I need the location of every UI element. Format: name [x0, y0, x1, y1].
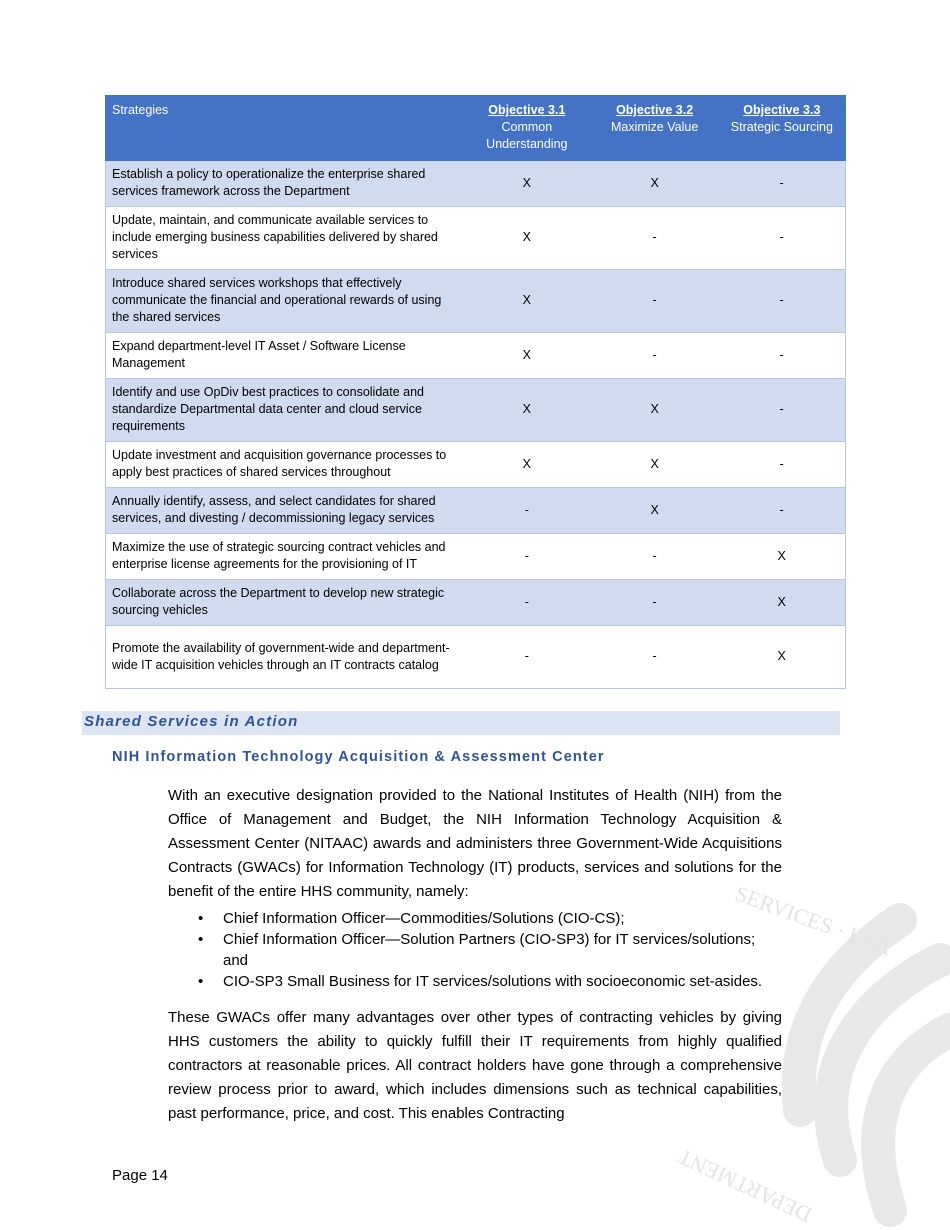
objective-3-1-title: Objective 3.1: [488, 103, 566, 117]
objective-3-3-mark: -: [718, 442, 845, 488]
objective-3-1-mark: X: [463, 161, 591, 207]
page-number: Page 14: [112, 1167, 168, 1184]
watermark-text-bottom: DEPARTMENT: [673, 1143, 816, 1228]
section-title: Shared Services in Action: [84, 713, 299, 730]
table-header-row: [106, 96, 846, 161]
strategy-cell: Update investment and acquisition governance processes to apply best practices of shared services throughout: [106, 442, 463, 488]
body-paragraph-1: With an executive designation provided to the National Institutes of Health (NIH) from the Office of Management and Budget, the NIH Information Technology Acquisition & Assessment Center (NITAAC) awards and administers three Government-Wide Acquisitions Contracts (GWACs) for Information Technology (IT) products, services and solutions for the benefit of the entire HHS community, namely:: [168, 787, 782, 900]
objective-3-1-mark: X: [463, 270, 591, 333]
objective-3-3-mark: -: [718, 270, 845, 333]
objective-3-1-mark: X: [463, 442, 591, 488]
objective-3-1-mark: -: [463, 488, 591, 534]
bullet-icon: •: [198, 931, 204, 948]
objective-3-3-mark: X: [718, 626, 845, 689]
watermark-text-top: SERVICES · USA: [731, 880, 896, 961]
table-row: [106, 534, 846, 580]
objective-3-2-header: [591, 96, 718, 161]
objective-3-3-mark: -: [718, 161, 845, 207]
objective-3-2-mark: X: [591, 442, 718, 488]
table-row: [106, 379, 846, 442]
objective-3-3-mark: X: [718, 534, 845, 580]
objective-3-2-mark: -: [591, 333, 718, 379]
strategy-cell: Introduce shared services workshops that effectively communicate the financial and operational rewards of using the shared services: [106, 270, 463, 333]
strategy-cell: Update, maintain, and communicate available services to include emerging business capabilities delivered by shared services: [106, 207, 463, 270]
strategy-cell: Identify and use OpDiv best practices to consolidate and standardize Departmental data center and cloud service requirements: [106, 379, 463, 442]
table-row: [106, 207, 846, 270]
objective-3-2-mark: X: [591, 379, 718, 442]
objective-3-3-header: [718, 96, 845, 161]
list-item: [168, 929, 782, 971]
strategy-cell: Establish a policy to operationalize the enterprise shared services framework across the Department: [106, 161, 463, 207]
objective-3-2-mark: -: [591, 534, 718, 580]
table-row: [106, 161, 846, 207]
table-row: [106, 580, 846, 626]
objective-3-2-mark: -: [591, 626, 718, 689]
strategy-cell: Maximize the use of strategic sourcing contract vehicles and enterprise license agreements for the provisioning of IT: [106, 534, 463, 580]
objective-3-2-title: Objective 3.2: [616, 103, 694, 117]
subsection-title: NIH Information Technology Acquisition & Assessment Center: [112, 749, 605, 765]
objective-3-1-mark: X: [463, 379, 591, 442]
bullet-icon: •: [198, 910, 204, 927]
objective-3-3-title: Objective 3.3: [743, 103, 821, 117]
objective-3-2-mark: X: [591, 488, 718, 534]
bullet-text: Chief Information Officer—Commodities/Solutions (CIO-CS);: [223, 910, 625, 927]
strategy-cell: Collaborate across the Department to develop new strategic sourcing vehicles: [106, 580, 463, 626]
objective-3-1-mark: X: [463, 207, 591, 270]
objective-3-3-mark: -: [718, 379, 845, 442]
objective-3-2-mark: -: [591, 580, 718, 626]
objective-3-2-mark: X: [591, 161, 718, 207]
table-row: [106, 270, 846, 333]
table-row: [106, 333, 846, 379]
objective-3-1-mark: X: [463, 333, 591, 379]
strategy-cell: Promote the availability of government-wide and department-wide IT acquisition vehicles through an IT contracts catalog: [106, 626, 463, 689]
objective-3-1-mark: -: [463, 626, 591, 689]
list-item: [168, 908, 782, 929]
strategies-objectives-table: [105, 95, 846, 689]
table-row: [106, 488, 846, 534]
body-paragraph-2: These GWACs offer many advantages over other types of contracting vehicles by giving HHS customers the ability to quickly fulfill their IT requirements from highly qualified contractors at reasonable prices. All contract holders have gone through a comprehensive review process prior to award, which includes dimensions such as technical capabilities, past performance, price, and cost. This enables Contracting: [168, 1009, 782, 1122]
objective-3-2-mark: -: [591, 270, 718, 333]
strategies-header: Strategies: [106, 96, 463, 161]
objective-3-1-mark: -: [463, 534, 591, 580]
gwac-bullet-list: [168, 908, 782, 992]
strategy-cell: Annually identify, assess, and select candidates for shared services, and divesting / decommissioning legacy services: [106, 488, 463, 534]
list-item: [168, 971, 782, 992]
table-row: [106, 442, 846, 488]
objective-3-3-mark: -: [718, 207, 845, 270]
objective-3-2-mark: -: [591, 207, 718, 270]
bullet-text: Chief Information Officer—Solution Partners (CIO-SP3) for IT services/solutions; and: [223, 931, 756, 969]
objective-3-2-subtitle: Maximize Value: [610, 120, 699, 134]
objective-3-1-subtitle: Common Understanding: [486, 120, 568, 151]
table-row: [106, 626, 846, 689]
strategy-cell: Expand department-level IT Asset / Software License Management: [106, 333, 463, 379]
objective-3-3-mark: -: [718, 488, 845, 534]
bullet-icon: •: [198, 973, 204, 990]
objective-3-3-subtitle: Strategic Sourcing: [730, 120, 833, 134]
objective-3-1-header: [463, 96, 591, 161]
objective-3-3-mark: -: [718, 333, 845, 379]
objective-3-1-mark: -: [463, 580, 591, 626]
bullet-text: CIO-SP3 Small Business for IT services/solutions with socioeconomic set-asides.: [223, 973, 763, 990]
objective-3-3-mark: X: [718, 580, 845, 626]
